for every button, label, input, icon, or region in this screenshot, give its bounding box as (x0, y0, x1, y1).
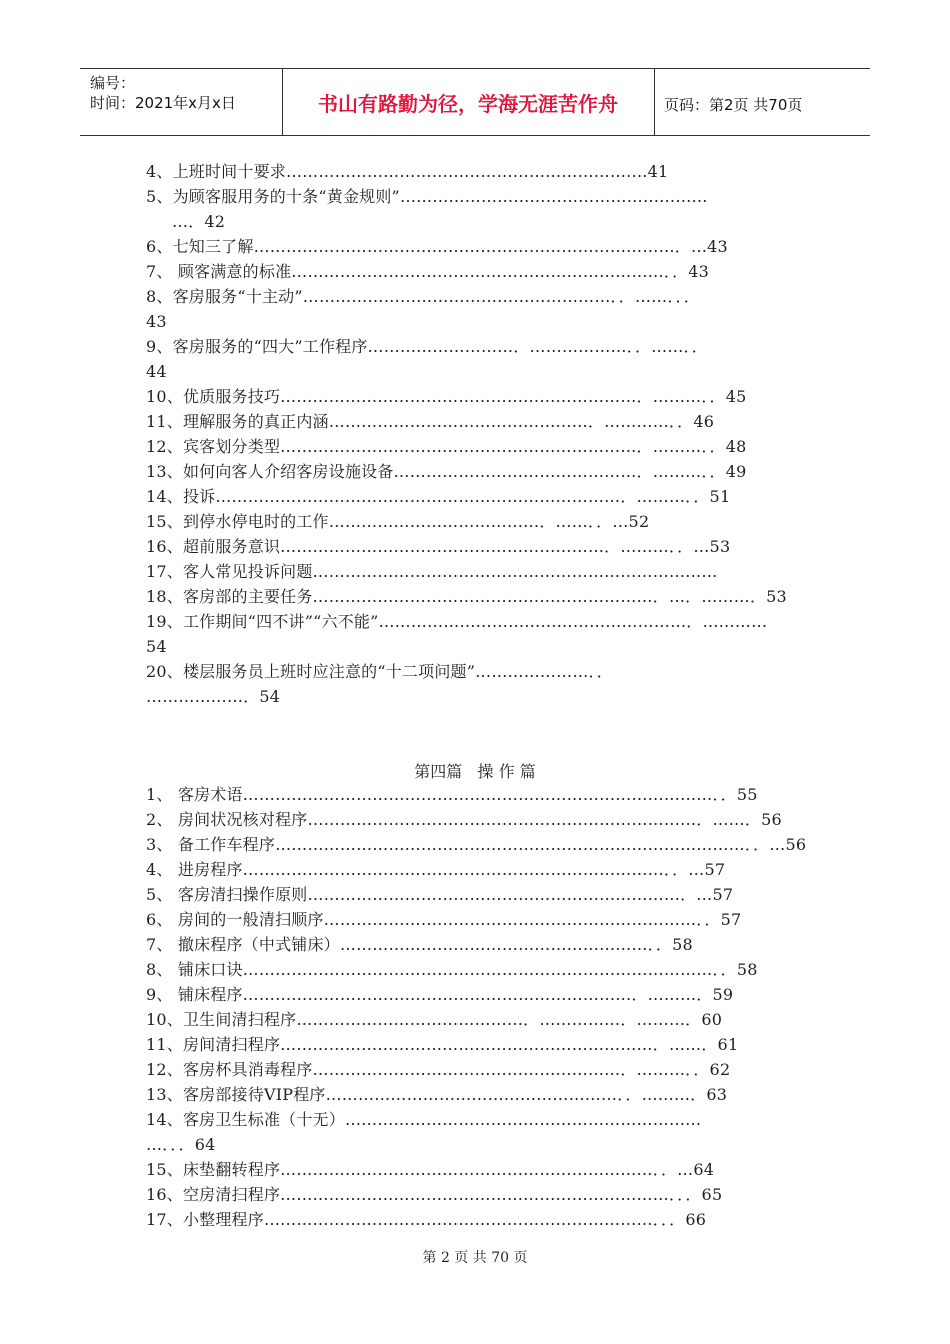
toc-line: 15、床垫翻转程序……………………………………………………………．．…64 (146, 1160, 715, 1179)
toc-line: 18、客房部的主要任务………………………………………………………．…．………．53 (146, 587, 787, 606)
toc-line: 19、工作期间“四不讲”“六不能”…………………………………………………．………… (146, 612, 768, 631)
toc-line: 9、 铺床程序………………………………………………………………．………．59 (146, 985, 734, 1004)
toc-line: 14、客房卫生标准（十无）………………………………………………………… (146, 1110, 702, 1129)
toc-line: 16、空房清扫程序………………………………………………………………．．．65 (146, 1185, 723, 1204)
toc-line: 17、小整理程序………………………………………………………………．．．66 (146, 1210, 707, 1229)
toc-line: 13、如何向客人介绍客房设施设备………………………………………．………．．49 (146, 462, 747, 481)
toc-line: ………………．54 (146, 687, 281, 706)
toc-line: 20、楼层服务员上班时应注意的“十二项问题”…………………．． (146, 662, 613, 681)
page-footer: 第 2 页 共 70 页 (422, 1250, 528, 1266)
toc-line: 16、超前服务意识……………………………………………………．………．．…53 (146, 537, 731, 556)
toc-line: 8、 铺床口诀……………………………………………………………………………．．58 (146, 960, 758, 979)
toc-line: 9、客房服务的“四大”工作程序………………………．………………．．……．． (146, 337, 708, 356)
toc-line: 7、 顾客满意的标准……………………………………………………………．．43 (146, 262, 710, 281)
toc-line: 11、房间清扫程序……………………………………………………………．……．61 (146, 1035, 739, 1054)
toc-line: 7、 撤床程序（中式铺床）…………………………………………………．．58 (146, 935, 693, 954)
toc-line: 15、到停水停电时的工作…………………………………．……．．…52 (146, 512, 650, 531)
header-bottom-border (80, 135, 870, 136)
header-motto: 书山有路勤为径，学海无涯苦作舟 (318, 92, 618, 116)
toc-line: 44 (146, 362, 167, 381)
toc-line: 14、投诉…………………………………………………………………．………．．51 (146, 487, 731, 506)
toc-line: 10、优质服务技巧…………………………………………………………．………．．45 (146, 387, 747, 406)
section-title: 第四篇 操 作 篇 (414, 762, 536, 781)
toc-line: 12、宾客划分类型…………………………………………………………．………．．48 (146, 437, 747, 456)
toc-line: …．．．64 (146, 1135, 216, 1154)
toc-line: 2、 房间状况核对程序………………………………………………………………．……．56 (146, 810, 782, 829)
toc-line: 4、上班时间十要求……………………………………………………….…41 (146, 162, 669, 181)
header-top-border (80, 68, 870, 69)
toc-line: …．42 (172, 212, 226, 231)
toc-line: 6、七知三了解……………………………………………………………………．…43 (146, 237, 728, 256)
toc-line: 3、 备工作车程序……………………………………………………………………………．．…56 (146, 835, 807, 854)
header-code-label: 编号： (90, 74, 136, 92)
header-divider-right (654, 68, 655, 136)
toc-line: 12、客房杯具消毒程序…………………………………………………．………．．62 (146, 1060, 731, 1079)
toc-line: 1、 客房术语……………………………………………………………………………．．55 (146, 785, 758, 804)
toc-line: 5、 客房清扫操作原则……………………………………………………………．…57 (146, 885, 734, 904)
toc-line: 13、客房部接待VIP程序………………………………………………．．………．63 (146, 1085, 728, 1104)
toc-line: 6、 房间的一般清扫顺序……………………………………………………………．．57 (146, 910, 742, 929)
toc-line: 17、客人常见投诉问题………………………………………………………………… (146, 562, 718, 581)
toc-line: 43 (146, 312, 167, 331)
toc-line: 11、理解服务的真正内涵…………………………………………．…………．．46 (146, 412, 715, 431)
toc-line: 10、卫生间清扫程序……………………………………．……………．………．60 (146, 1010, 723, 1029)
header-date: 时间：2021年x月x日 (90, 94, 236, 112)
toc-line: 54 (146, 637, 167, 656)
toc-line: 8、客房服务“十主动”…………………………………………………．．……．．． (146, 287, 700, 306)
header-page-info: 页码：第2页 共70页 (664, 96, 803, 114)
toc-line: 4、 进房程序……………………………………………………………………．．…57 (146, 860, 726, 879)
toc-line: 5、为顾客服用务的十条“黄金规则”………………………………………………… (146, 187, 708, 206)
